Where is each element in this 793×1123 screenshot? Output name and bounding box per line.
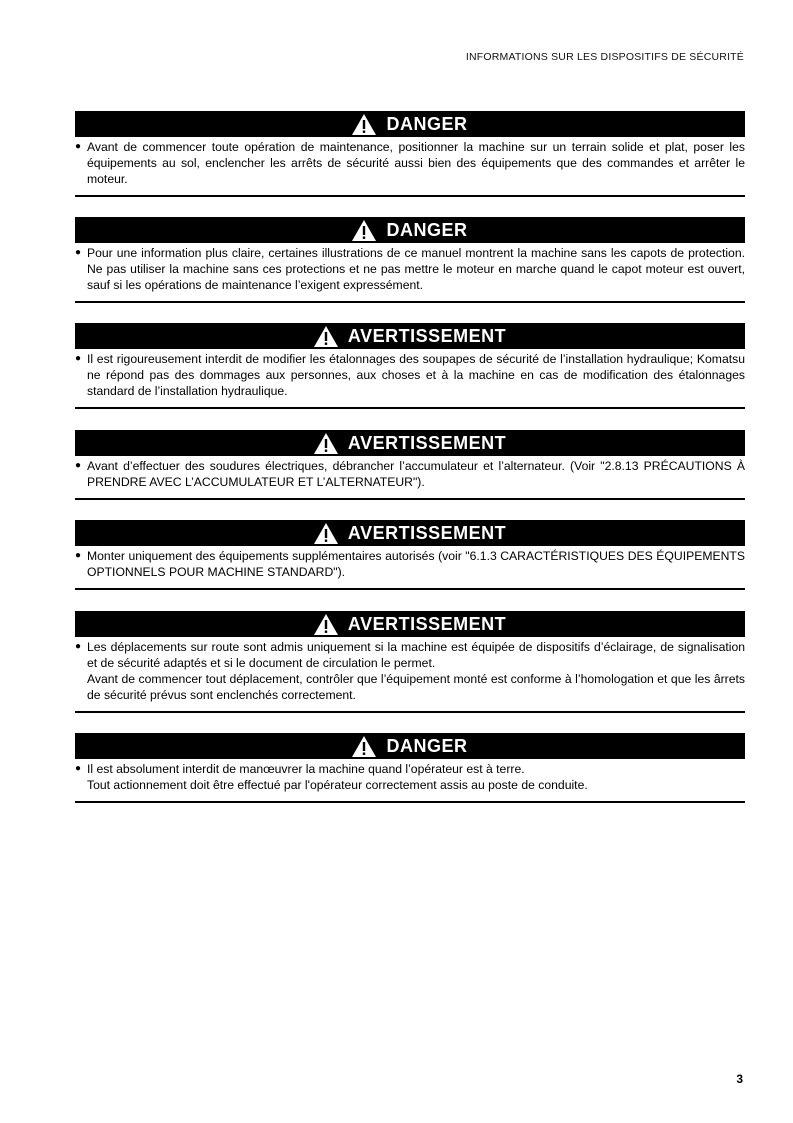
notice-paragraph: Avant de commencer tout déplacement, contrôler que l’équipement monté est conforme à l’homologation et que les ârrets de sécurité prévus sont enclenchés correctement. [87,672,745,702]
notice-banner [75,217,745,243]
notice-banner [75,611,745,637]
notice-text [75,349,745,404]
warning-triangle-icon [352,736,376,757]
running-header: INFORMATIONS SUR LES DISPOSITIFS DE SÉCURITÉ [465,51,744,63]
notice-paragraph: Monter uniquement des équipements supplémentaires autorisés (voir "6.1.3 CARACTÉRISTIQUES DES ÉQUIPEMENTS OPTIONNELS POUR MACHINE STANDARD"). [87,549,745,579]
notice-banner [75,520,745,546]
notice-paragraph: Avant d’effectuer des soudures électriques, débrancher l’accumulateur et l’alternateur. (Voir "2.8.13 PRÉCAUTIONS À PRENDRE AVEC L’ACCUMULATEUR ET L’ALTERNATEUR"). [87,459,745,489]
warning-triangle-icon [352,114,376,135]
warning-triangle-icon [352,220,376,241]
notice-text [75,759,745,798]
notice-level: DANGER [386,735,468,756]
warning-triangle-icon [314,523,338,544]
notice-paragraph: Avant de commencer toute opération de maintenance, positionner la machine sur un terrain solide et plat, poser les équipements au sol, enclencher les arrêts de sécurité aussi bien des équipements que des commandes et arrêter le moteur. [87,140,745,186]
warning-triangle-icon [314,326,338,347]
notice-banner [75,111,745,137]
notice-text [75,243,745,298]
notice-text [75,137,745,192]
notice-level: AVERTISSEMENT [347,325,507,346]
warning-notice [75,611,745,713]
notice-banner [75,733,745,759]
notice-paragraph: Tout actionnement doit être effectué par l'opérateur correctement assis au poste de conduite. [87,778,588,792]
warning-notice [75,520,745,590]
notice-text [75,456,745,495]
notice-paragraph: Il est rigoureusement interdit de modifier les étalonnages des soupapes de sécurité de l’installation hydraulique; Komatsu ne répond pas des dommages aux personnes, aux choses et à la machine en cas de modification des étalonnages standard de l’installation hydraulique. [87,352,745,398]
notice-level: DANGER [386,219,468,240]
divider [75,301,745,303]
bullet-icon: ● [75,141,82,152]
notice-text [75,637,745,708]
divider [75,588,745,590]
bullet-icon: ● [75,763,82,774]
divider [75,407,745,409]
notice-banner [75,430,745,456]
notice-level: DANGER [386,113,468,134]
warning-triangle-icon [314,433,338,454]
notice-paragraph: Les déplacements sur route sont admis uniquement si la machine est équipée de dispositifs d’éclairage, de signalisation et de sécurité adaptés et si le document de circulation le permet. [87,640,745,670]
page-number: 3 [736,1072,743,1086]
divider [75,195,745,197]
danger-notice [75,733,745,803]
warning-notice [75,323,745,409]
warning-triangle-icon [314,614,338,635]
bullet-icon: ● [75,247,82,258]
bullet-icon: ● [75,460,82,471]
bullet-icon: ● [75,353,82,364]
bullet-icon: ● [75,550,82,561]
danger-notice [75,111,745,197]
notice-paragraph: Pour une information plus claire, certaines illustrations de ce manuel montrent la machine sans les capots de protection. Ne pas utiliser la machine sans ces protections et ne pas mettre le moteur en marche quand le capot moteur est ouvert, sauf si les opérations de maintenance l’exigent expressément. [87,246,745,292]
divider [75,498,745,500]
notice-banner [75,323,745,349]
divider [75,801,745,803]
divider [75,711,745,713]
notice-level: AVERTISSEMENT [347,522,507,543]
danger-notice [75,217,745,303]
bullet-icon: ● [75,641,82,652]
notice-text [75,546,745,585]
warning-notice [75,430,745,500]
notice-level: AVERTISSEMENT [347,432,507,453]
notice-paragraph: Il est absolument interdit de manœuvrer la machine quand l’opérateur est à terre. [87,762,525,776]
notice-level: AVERTISSEMENT [347,613,507,634]
